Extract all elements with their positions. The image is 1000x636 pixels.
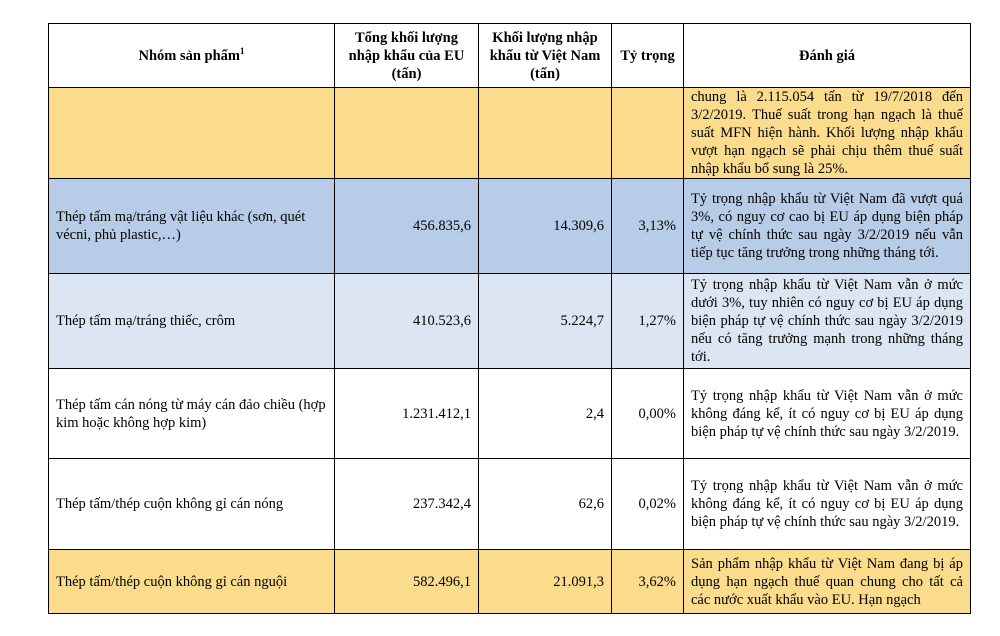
cell-product: Thép tấm cán nóng từ máy cán đảo chiều (hợp kim hoặc không hợp kim) [49,369,335,459]
cell-eu-total: 1.231.412,1 [335,369,479,459]
cell-evaluation: Tỷ trọng nhập khẩu từ Việt Nam vẫn ở mức không đáng kể, ít có nguy cơ bị EU áp dụng biện pháp tự vệ chính thức sau ngày 3/2/2019. [684,459,971,550]
table-row [49,550,971,614]
cell-product: Thép tấm mạ/tráng vật liệu khác (sơn, quét vécni, phủ plastic,…) [49,179,335,274]
cell-eu-total: 410.523,6 [335,274,479,369]
cell-vn-import: 5.224,7 [479,274,612,369]
cell-eu-total: 456.835,6 [335,179,479,274]
steel-import-table [48,23,971,614]
table-row [49,369,971,459]
cell-share [612,88,684,179]
cell-vn-import: 21.091,3 [479,550,612,614]
cell-share: 3,62% [612,550,684,614]
cell-eu-total: 582.496,1 [335,550,479,614]
header-vn-import: Khối lượng nhập khẩu từ Việt Nam (tấn) [479,24,612,88]
cell-share: 3,13% [612,179,684,274]
cell-product: Thép tấm/thép cuộn không gỉ cán nguội [49,550,335,614]
header-row [49,24,971,88]
cell-evaluation: Tỷ trọng nhập khẩu từ Việt Nam vẫn ở mức dưới 3%, tuy nhiên có nguy cơ bị EU áp dụng biện pháp tự vệ chính thức sau ngày 3/2/2019 nếu có tăng trưởng mạnh trong những tháng tới. [684,274,971,369]
header-product: Nhóm sản phẩm$^1$ [49,24,335,88]
cell-product: Thép tấm/thép cuộn không gỉ cán nóng [49,459,335,550]
cell-vn-import: 2,4 [479,369,612,459]
cell-share: 0,02% [612,459,684,550]
cell-vn-import: 62,6 [479,459,612,550]
cell-share: 1,27% [612,274,684,369]
table-row [49,274,971,369]
header-evaluation: Đánh giá [684,24,971,88]
cell-vn-import [479,88,612,179]
cell-evaluation: chung là 2.115.054 tấn từ 19/7/2018 đến 3/2/2019. Thuế suất trong hạn ngạch là thuế suất MFN hiện hành. Khối lượng nhập khẩu vượt hạn ngạch sẽ phải chịu thêm thuế suất nhập khẩu bổ sung là 25%. [684,88,971,179]
table-row [49,459,971,550]
cell-vn-import: 14.309,6 [479,179,612,274]
table-row [49,88,971,179]
header-eu-total: Tổng khối lượng nhập khẩu của EU (tấn) [335,24,479,88]
cell-evaluation: Sản phẩm nhập khẩu từ Việt Nam đang bị áp dụng hạn ngạch thuế quan chung cho tất cả các nước xuất khẩu vào EU. Hạn ngạch [684,550,971,614]
cell-evaluation: Tỷ trọng nhập khẩu từ Việt Nam đã vượt quá 3%, có nguy cơ cao bị EU áp dụng biện pháp tự vệ chính thức sau ngày 3/2/2019 nếu vẫn tiếp tục tăng trưởng trong những tháng tới. [684,179,971,274]
cell-eu-total: 237.342,4 [335,459,479,550]
header-share: Tỷ trọng [612,24,684,88]
cell-share: 0,00% [612,369,684,459]
table-row [49,179,971,274]
footnote-marker: 1 [240,45,245,56]
cell-evaluation: Tỷ trọng nhập khẩu từ Việt Nam vẫn ở mức không đáng kể, ít có nguy cơ bị EU áp dụng biện pháp tự vệ chính thức sau ngày 3/2/2019. [684,369,971,459]
cell-product [49,88,335,179]
cell-eu-total [335,88,479,179]
cell-product: Thép tấm mạ/tráng thiếc, crôm [49,274,335,369]
